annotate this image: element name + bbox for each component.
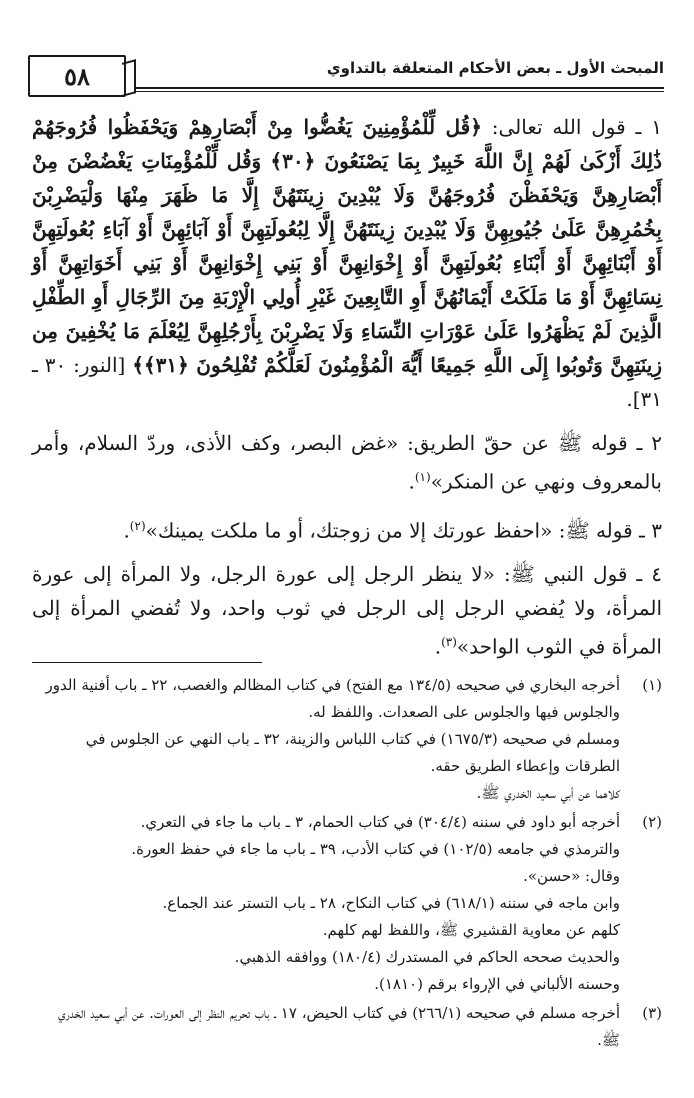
p1-intro: ١ ـ قول الله تعالى: xyxy=(481,115,662,139)
p3-text: ٣ ـ قوله ﷺ: «احفظ عورتك إلا من زوجتك، أو ما ملكت يمينك» xyxy=(145,518,662,543)
footnote-line: ومسلم في صحيحه (١٦٧٥/٣) في كتاب اللباس والزينة، ٣٢ ـ باب النهي عن الجلوس في الطرقات وإعطاء الطريق حقه. xyxy=(85,730,620,775)
p3-end: . xyxy=(123,518,130,543)
footnote-line: كلاهما عن أبي سعيد الخدري ﷺ. xyxy=(476,784,620,802)
footnote-line: أخرجه مسلم في صحيحه (٢٦٦/١) في كتاب الحيض، ١٧ ـ باب تحريم النظر إلى العورات. عن أبي سعيد الخدري ﷺ. xyxy=(58,1004,620,1049)
p2-end: . xyxy=(408,469,415,494)
quran-verse: ﴿قُل لِّلْمُؤْمِنِينَ يَغُضُّوا مِنْ أَبْصَارِهِمْ وَيَحْفَظُوا فُرُوجَهُمْ ذَٰلِكَ أَزْكَىٰ لَهُمْ إِنَّ اللَّهَ خَبِيرٌ بِمَا يَصْنَعُونَ ﴿٣٠﴾ وَقُل لِّلْمُؤْمِنَاتِ يَغْضُضْنَ مِنْ أَبْصَارِهِنَّ وَيَحْفَظْنَ فُرُوجَهُنَّ وَلَا يُبْدِينَ زِينَتَهُنَّ إِلَّا مَا ظَهَرَ مِنْهَا وَلْيَضْرِبْنَ بِخُمُرِهِنَّ عَلَىٰ جُيُوبِهِنَّ وَلَا يُبْدِينَ زِينَتَهُنَّ إِلَّا لِبُعُولَتِهِنَّ أَوْ آبَائِهِنَّ أَوْ آبَاءِ بُعُولَتِهِنَّ أَوْ أَبْنَائِهِنَّ أَوْ أَبْنَاءِ بُعُولَتِهِنَّ أَوْ إِخْوَانِهِنَّ أَوْ بَنِي إِخْوَانِهِنَّ أَوْ بَنِي أَخَوَاتِهِنَّ أَوْ نِسَائِهِنَّ أَوْ مَا مَلَكَتْ أَيْمَانُهُنَّ أَوِ التَّابِعِينَ غَيْرِ أُولِي الْإِرْبَةِ مِنَ الرِّجَالِ أَوِ الطِّفْلِ الَّذِينَ لَمْ يَظْهَرُوا عَلَىٰ عَوْرَاتِ النِّسَاءِ وَلَا يَضْرِبْنَ بِأَرْجُلِهِنَّ لِيُعْلَمَ مَا يُخْفِينَ مِن زِينَتِهِنَّ وَتُوبُوا إِلَى اللَّهِ جَمِيعًا أَيُّهَ الْمُؤْمِنُونَ لَعَلَّكُمْ تُفْلِحُونَ ﴿٣١﴾﴾ xyxy=(32,115,663,377)
page-header xyxy=(28,55,664,95)
running-title: المبحث الأول ـ بعض الأحكام المتعلقة بالتداوي xyxy=(326,59,664,77)
paragraph-3 xyxy=(32,509,662,548)
page-number: ٥٨ xyxy=(28,55,126,97)
footnote-line: والحديث صححه الحاكم في المستدرك (١٨٠/٤) ووافقه الذهبي. xyxy=(234,948,620,966)
footnote-2 xyxy=(32,809,662,998)
footnote-marker-3[interactable]: (٣) xyxy=(441,635,457,650)
verse-reference: [النور: ٣٠ ـ ٣١]. xyxy=(32,353,662,411)
footnote-line: أخرجه أبو داود في سننه (٣٠٤/٤) في كتاب الحمام، ٣ ـ باب ما جاء في التعري. xyxy=(140,813,620,831)
header-rule xyxy=(136,87,664,89)
footnote-line: والترمذي في جامعه (١٠٢/٥) في كتاب الأدب، ٣٩ ـ باب ما جاء في حفظ العورة. xyxy=(131,840,620,858)
footnote-3 xyxy=(32,1000,662,1054)
footnote-line: وابن ماجه في سننه (٦١٨/١) في كتاب النكاح، ٢٨ ـ باب التستر عند الجماع. xyxy=(162,894,620,912)
footnote-marker-2[interactable]: (٢) xyxy=(129,518,146,533)
p4-text: ٤ ـ قول النبي ﷺ: «لا ينظر الرجل إلى عورة الرجل، ولا المرأة إلى عورة المرأة، ولا يُفضي الرجل إلى الرجل في ثوب واحد، ولا تُفضي المرأة إلى المرأة في الثوب الواحد» xyxy=(32,562,662,659)
footnote-line: وحسنه الألباني في الإرواء برقم (١٨١٠). xyxy=(374,975,620,993)
footnote-line: كلهم عن معاوية القشيري ﷺ، واللفظ لهم كلهم. xyxy=(322,921,620,939)
p4-end: . xyxy=(434,634,442,659)
paragraph-1 xyxy=(32,110,662,416)
main-text xyxy=(32,110,662,674)
paragraph-4 xyxy=(32,557,662,664)
footnote-number: (٢) xyxy=(642,813,662,831)
p2-text: ٢ ـ قوله ﷺ عن حقّ الطريق: «غض البصر، وكف الأذى، وردّ السلام، وأمر بالمعروف ونهي عن المنكر» xyxy=(32,431,662,494)
footnotes xyxy=(32,672,662,1056)
footnote-separator xyxy=(32,662,262,663)
footnote-line: أخرجه البخاري في صحيحه (١٣٤/٥ مع الفتح) في كتاب المظالم والغصب، ٢٢ ـ باب أفنية الدور والجلوس فيها والجلوس على الصعدات. واللفظ له. xyxy=(45,676,620,721)
paragraph-2 xyxy=(32,426,662,499)
footnote-marker-1[interactable]: (١) xyxy=(414,470,431,484)
footnote-1 xyxy=(32,672,662,807)
footnote-number: (٣) xyxy=(642,1004,662,1022)
footnote-number: (١) xyxy=(642,676,662,694)
footnote-line: وقال: «حسن». xyxy=(523,867,620,885)
header-rule-thin xyxy=(136,91,664,92)
